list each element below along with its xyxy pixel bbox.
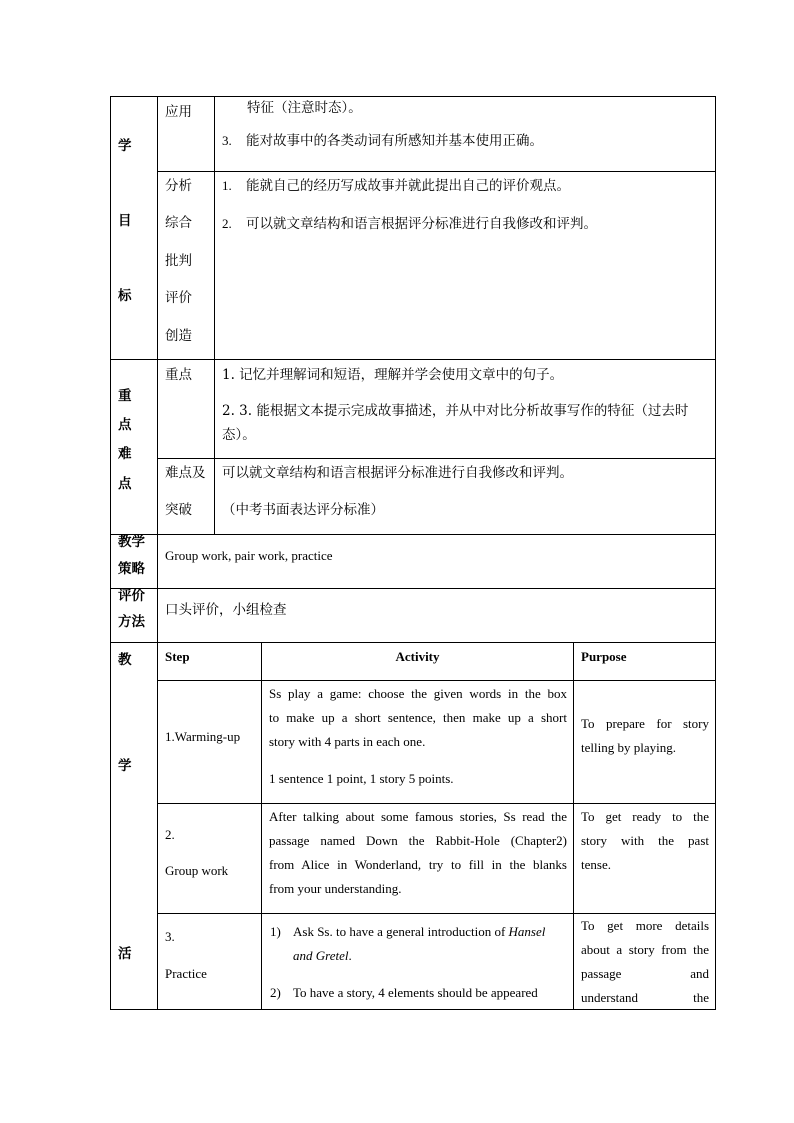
row-label-char: 点 [118, 417, 132, 433]
item-number: 3. [222, 133, 232, 148]
difficulty-text: 可以就文章结构和语言根据评分标准进行自我修改和评判。 [222, 465, 573, 481]
row-label-char: 标 [118, 288, 132, 304]
step-number: 2. [165, 827, 175, 842]
activity-line: Ss play a game: choose the given words in the box [269, 686, 567, 701]
purpose-line: tense. [581, 857, 611, 872]
col-divider [157, 96, 158, 1010]
row-divider [110, 642, 716, 643]
category-line: 评价 [165, 290, 192, 306]
row-divider [157, 680, 716, 681]
continued-text: 特征（注意时态）。 [247, 100, 362, 116]
activity-item-cont [293, 944, 352, 968]
category-line: 分析 [165, 178, 192, 194]
row-label-char: 教 [118, 652, 132, 668]
col-divider [214, 96, 215, 535]
punctuation: . [348, 948, 352, 963]
strategy-value: Group work, pair work, practice [165, 548, 333, 563]
row-label-char: 学 [118, 138, 132, 154]
lesson-plan-table [110, 96, 716, 1010]
difficulty-text: （中考书面表达评分标准） [222, 502, 384, 518]
table-border-left [110, 96, 111, 1010]
purpose-line: telling by playing. [581, 740, 676, 755]
row-divider [110, 359, 716, 360]
objective-item: 可以就文章结构和语言根据评分标准进行自我修改和评判。 [246, 216, 597, 232]
focus-item: 1. 记忆并理解词和短语，理解并学会使用文章中的句子。 [222, 367, 564, 383]
purpose-line: story with the past [581, 833, 709, 848]
story-title: Hansel [508, 924, 546, 939]
activity-item: To have a story, 4 elements should be appeared [293, 985, 538, 1000]
activity-line: passage named Down the Rabbit-Hole (Chapter2) [269, 833, 567, 848]
category-line: 综合 [165, 215, 192, 231]
objective-item: 能对故事中的各类动词有所感知并基本使用正确。 [246, 133, 543, 149]
row-divider [157, 458, 716, 459]
header-step: Step [165, 649, 190, 664]
row-label-char: 目 [118, 213, 132, 229]
step-name: Group work [165, 863, 229, 878]
table-border-right [715, 96, 716, 1010]
row-divider [110, 534, 716, 535]
strategy-label: 教学 [118, 534, 145, 550]
purpose-line: To get more details [581, 918, 709, 933]
table-border-top [110, 96, 716, 97]
row-divider [157, 171, 716, 172]
strategy-label: 策略 [118, 561, 145, 577]
category-line: 创造 [165, 328, 192, 344]
purpose-line: To get ready to the [581, 809, 709, 824]
category-line: 批判 [165, 253, 192, 269]
row-label-char: 学 [118, 758, 132, 774]
activity-note: 1 sentence 1 point, 1 story 5 points. [269, 771, 454, 786]
header-activity: Activity [395, 649, 440, 664]
item-number: 1. [222, 178, 232, 193]
row-divider [157, 803, 716, 804]
difficulty-label: 难点及 [165, 465, 206, 481]
row-label-char: 活 [118, 946, 132, 962]
activity-line: to make up a short sentence, then make up a short [269, 710, 567, 725]
focus-label: 重点 [165, 367, 192, 383]
item-number: 2. [222, 216, 232, 231]
purpose-line: about a story from the [581, 942, 709, 957]
evaluation-label: 评价 [118, 588, 145, 604]
focus-item: 态）。 [222, 427, 256, 443]
row-label-char: 重 [118, 388, 132, 404]
activity-line: story with 4 parts in each one. [269, 734, 426, 749]
item-number: 2) [270, 985, 281, 1000]
step-number: 3. [165, 929, 175, 944]
step-name: Practice [165, 966, 207, 981]
evaluation-value: 口头评价，小组检查 [165, 602, 287, 618]
purpose-line: passage and [581, 966, 709, 981]
header-purpose: Purpose [581, 649, 627, 664]
story-title: and Gretel [293, 948, 349, 963]
category-application: 应用 [165, 104, 192, 120]
item-number: 1) [270, 924, 281, 939]
row-divider [110, 588, 716, 589]
activity-line: from your understanding. [269, 881, 402, 896]
row-label-char: 点 [118, 476, 132, 492]
difficulty-label: 突破 [165, 502, 192, 518]
evaluation-label: 方法 [118, 614, 145, 630]
focus-item: 2. 3. 能根据文本提示完成故事描述，并从中对比分析故事写作的特征（过去时 [222, 403, 689, 419]
objective-item: 能就自己的经历写成故事并就此提出自己的评价观点。 [246, 178, 570, 194]
step-name: 1.Warming-up [165, 729, 241, 744]
col-divider [261, 642, 262, 1010]
row-label-char: 难 [118, 446, 132, 462]
activity-line: from Alice in Wonderland, try to fill in the blanks [269, 857, 567, 872]
activity-item [293, 920, 545, 944]
purpose-line: understand the [581, 990, 709, 1005]
col-divider [573, 642, 574, 1010]
activity-line: After talking about some famous stories, Ss read the [269, 809, 567, 824]
activity-item-text: Ask Ss. to have a general introduction of [293, 924, 509, 939]
purpose-line: To prepare for story [581, 716, 709, 731]
